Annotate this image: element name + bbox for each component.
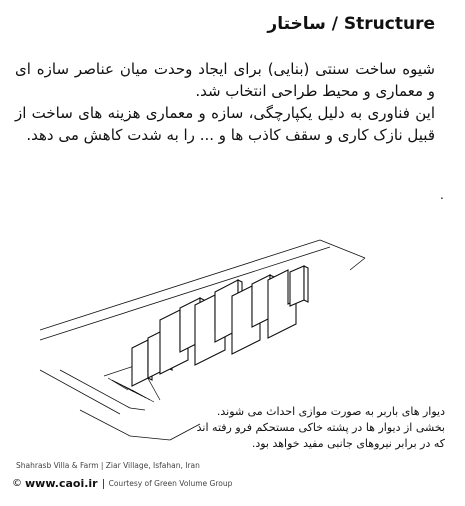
site-link[interactable]: www.caoi.ir [25,477,98,490]
footer-divider [103,479,104,489]
caption-line-2: بخشی از دیوار ها در پشته خاکی مستحکم فرو رفته اند [196,421,445,434]
description-paragraph-2: این فناوری به دلیل یکپارچگی، سازه و معماری هزینه های ساخت از قبیل نازک کاری و سقف کاذب ها و ... را به شدت کاهش می دهد. [15,104,435,144]
description-text [15,58,435,146]
page-title: ساختار / Structure [267,14,435,34]
caption-line-3: که در برابر نیروهای جانبی مفید خواهد بود. [251,437,445,450]
courtesy-text: Courtesy of Green Volume Group [108,479,233,488]
project-credit: Shahrasb Villa & Farm | Ziar Village, Isfahan, Iran [16,461,200,470]
stray-dot: . [440,188,444,202]
footer [12,477,232,490]
copyright-icon: © [12,478,22,489]
caption-line-1: دیوار های باربر به صورت موازی احداث می شوند. [216,405,445,418]
caption-text [175,404,445,452]
fin-walls [132,266,308,386]
description-paragraph-1: شیوه ساخت سنتی (بنایی) برای ایجاد وحدت میان عناصر سازه ای و معماری و محیط طراحی انتخاب شد. [15,60,435,100]
